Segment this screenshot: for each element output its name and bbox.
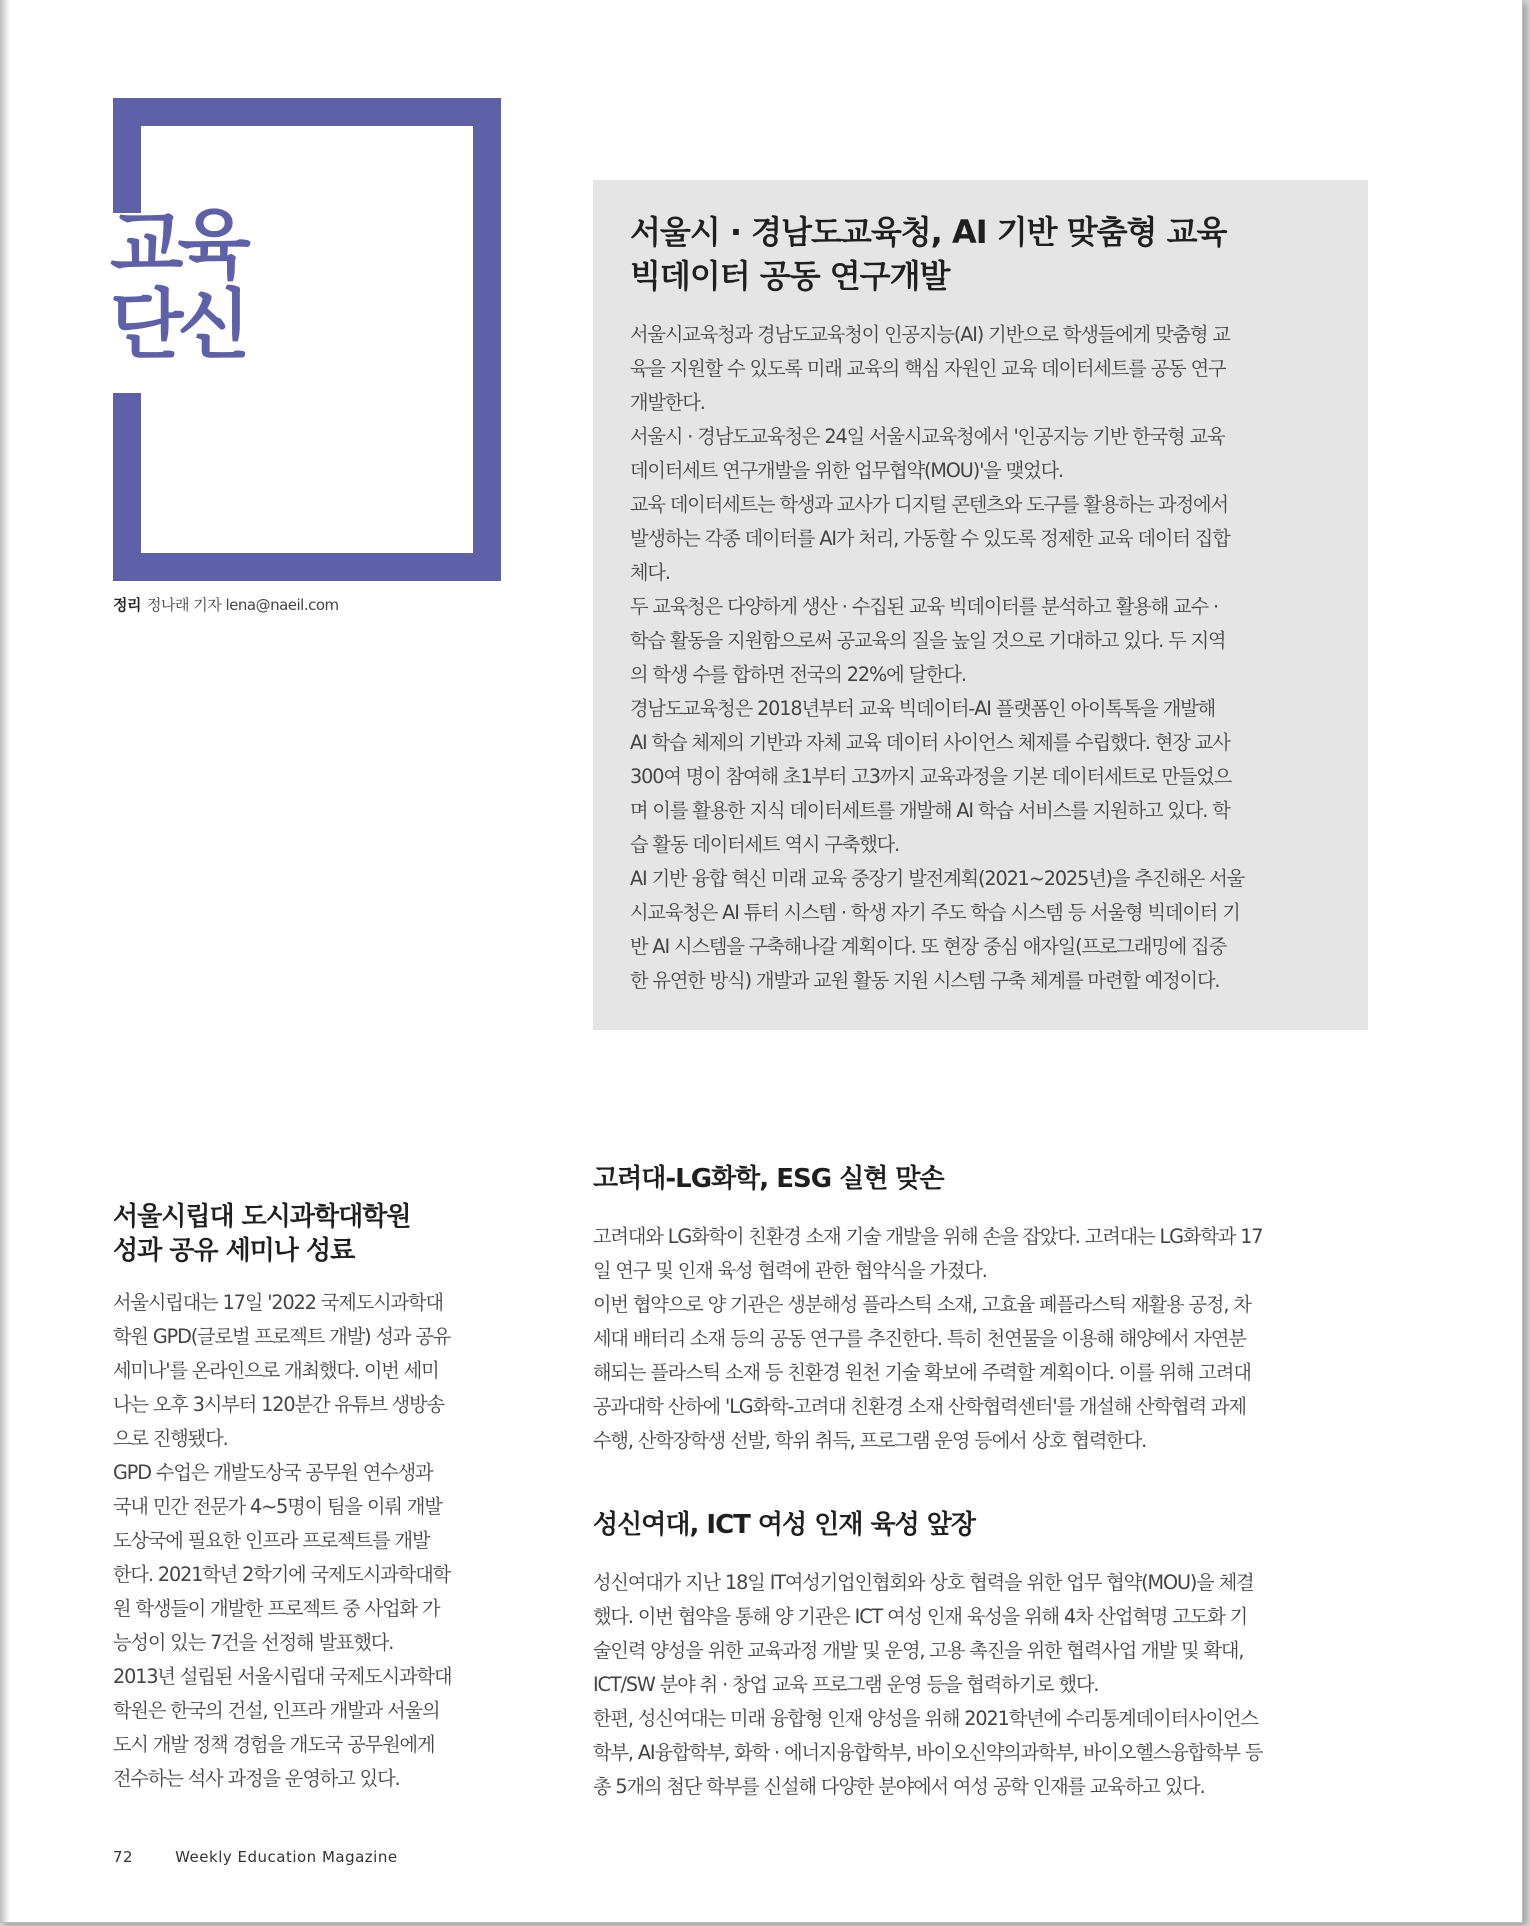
body-line: 300여 명이 참여해 초1부터 고3까지 교육과정을 기본 데이터세트로 만들었으 [630, 765, 1232, 788]
article-uos-seminar [113, 1200, 513, 1796]
featured-article-body [630, 318, 1330, 998]
body-line: ICT/SW 분야 취 · 창업 교육 프로그램 운영 등을 협력하기로 했다. [593, 1673, 1099, 1696]
section-title [110, 200, 310, 369]
body-line: GPD 수업은 개발도상국 공무원 연수생과 [113, 1461, 433, 1484]
body-line: AI 기반 융합 혁신 미래 교육 중장기 발전계획(2021~2025년)을 추진해온 서울 [630, 867, 1245, 890]
title-line: 빅데이터 공동 연구개발 [630, 257, 950, 295]
body-line: 세미나'를 온라인으로 개최했다. 이번 세미 [113, 1359, 439, 1382]
section-frame-top [113, 98, 501, 126]
featured-article-box [593, 180, 1368, 1030]
body-line: 경남도교육청은 2018년부터 교육 빅데이터-AI 플랫폼인 아이톡톡을 개발해 [630, 697, 1216, 720]
section-frame-right [473, 98, 501, 581]
page-spine-shadow [0, 0, 10, 1922]
section-frame-bottom [113, 553, 501, 581]
featured-article-title [630, 210, 1330, 298]
title-line: 고려대-LG화학, ESG 실현 맞손 [593, 1164, 944, 1194]
body-line: 해되는 플라스틱 소재 등 친환경 원천 기술 확보에 주력할 계획이다. 이를 위해 고려대 [593, 1361, 1251, 1384]
body-line: 습 활동 데이터세트 역시 구축했다. [630, 833, 900, 856]
page-footer [113, 1848, 398, 1866]
body-line: 세대 배터리 소재 등의 공동 연구를 추진한다. 특히 천연물을 이용해 해양에서 자연분 [593, 1327, 1246, 1350]
body-line: 시교육청은 AI 튜터 시스템 · 학생 자기 주도 학습 시스템 등 서울형 빅데이터 기 [630, 901, 1240, 924]
body-line: 학원 GPD(글로벌 프로젝트 개발) 성과 공유 [113, 1325, 451, 1348]
article-uos-body [113, 1286, 513, 1796]
body-line: 일 연구 및 인재 육성 협력에 관한 협약식을 가졌다. [593, 1259, 987, 1282]
body-line: 원 학생들이 개발한 프로젝트 중 사업화 가 [113, 1597, 440, 1620]
title-line: 서울시립대 도시과학대학원 [113, 1202, 411, 1232]
title-line: 성신여대, ICT 여성 인재 육성 앞장 [593, 1510, 976, 1540]
body-line: 체다. [630, 561, 670, 584]
body-line: 술인력 양성을 위한 교육과정 개발 및 운영, 고용 촉진을 위한 협력사업 개발 및 확대, [593, 1639, 1244, 1662]
section-frame-left-lower [113, 393, 141, 581]
body-line: 한편, 성신여대는 미래 융합형 인재 양성을 위해 2021학년에 수리통계데이터사이언스 [593, 1707, 1258, 1730]
body-line: 고려대와 LG화학이 친환경 소재 기술 개발을 위해 손을 잡았다. 고려대는 LG화학과 17 [593, 1225, 1263, 1248]
section-frame-left-upper [113, 98, 141, 213]
body-line: 전수하는 석사 과정을 운영하고 있다. [113, 1767, 400, 1790]
body-line: 총 5개의 첨단 학부를 신설해 다양한 분야에서 여성 공학 인재를 교육하고 있다. [593, 1775, 1205, 1798]
body-line: 육을 지원할 수 있도록 미래 교육의 핵심 자원인 교육 데이터세트를 공동 연구 [630, 357, 1226, 380]
body-line: 데이터세트 연구개발을 위한 업무협약(MOU)'을 맺었다. [630, 459, 1064, 482]
body-line: 했다. 이번 협약을 통해 양 기관은 ICT 여성 인재 육성을 위해 4차 산업혁명 고도화 기 [593, 1605, 1248, 1628]
body-line: 반 AI 시스템을 구축해나갈 계획이다. 또 현장 중심 애자일(프로그래밍에 집중 [630, 935, 1227, 958]
body-line: 한다. 2021학년 2학기에 국제도시과학대학 [113, 1563, 451, 1586]
article-korea-lg [593, 1162, 1373, 1458]
body-line: 이번 협약으로 양 기관은 생분해성 플라스틱 소재, 고효율 폐플라스틱 재활용 공정, 차 [593, 1293, 1251, 1316]
body-line: 학원은 한국의 건설, 인프라 개발과 서울의 [113, 1699, 440, 1722]
body-line: 도상국에 필요한 인프라 프로젝트를 개발 [113, 1529, 430, 1552]
body-line: 서울시립대는 17일 '2022 국제도시과학대 [113, 1291, 443, 1314]
body-line: 발생하는 각종 데이터를 AI가 처리, 가동할 수 있도록 정제한 교육 데이터 집합 [630, 527, 1230, 550]
body-line: 며 이를 활용한 지식 데이터세트를 개발해 AI 학습 서비스를 지원하고 있다. 학 [630, 799, 1230, 822]
article-uos-title [113, 1200, 513, 1268]
page-number: 72 [113, 1848, 134, 1866]
body-line: 의 학생 수를 합하면 전국의 22%에 달한다. [630, 663, 966, 686]
body-line: 서울시교육청과 경남도교육청이 인공지능(AI) 기반으로 학생들에게 맞춤형 교 [630, 323, 1230, 346]
body-line: 서울시 · 경남도교육청은 24일 서울시교육청에서 '인공지능 기반 한국형 교육 [630, 425, 1225, 448]
body-line: 국내 민간 전문가 4~5명이 팀을 이뤄 개발 [113, 1495, 442, 1518]
byline-text: 정나래 기자 lena@naeil.com [146, 596, 339, 614]
body-line: 수행, 산학장학생 선발, 학위 취득, 프로그램 운영 등에서 상호 협력한다. [593, 1429, 1147, 1452]
body-line: 성신여대가 지난 18일 IT여성기업인협회와 상호 협력을 위한 업무 협약(MOU)을 체결 [593, 1571, 1254, 1594]
section-title-line: 단신 [110, 280, 245, 369]
body-line: AI 학습 체제의 기반과 자체 교육 데이터 사이언스 체제를 수립했다. 현장 교사 [630, 731, 1230, 754]
body-line: 학부, AI융합학부, 화학 · 에너지융합학부, 바이오신약의과학부, 바이오헬스융합학부 등 [593, 1741, 1263, 1764]
section-title-line: 교육 [110, 200, 245, 289]
body-line: 두 교육청은 다양하게 생산 · 수집된 교육 빅데이터를 분석하고 활용해 교수 · [630, 595, 1219, 618]
body-line: 능성이 있는 7건을 선정해 발표했다. [113, 1631, 394, 1654]
article-sungshin-body [593, 1566, 1373, 1804]
byline-label: 정리 [113, 596, 141, 614]
body-line: 공과대학 산하에 'LG화학-고려대 친환경 소재 산학협력센터'를 개설해 산학협력 과제 [593, 1395, 1246, 1418]
body-line: 한 유연한 방식) 개발과 교원 활동 지원 시스템 구축 체계를 마련할 예정이다. [630, 969, 1220, 992]
article-korea-body [593, 1220, 1373, 1458]
body-line: 나는 오후 3시부터 120분간 유튜브 생방송 [113, 1393, 444, 1416]
article-korea-title [593, 1162, 1373, 1196]
magazine-name: Weekly Education Magazine [175, 1848, 398, 1866]
article-sungshin-title [593, 1508, 1373, 1542]
title-line: 성과 공유 세미나 성료 [113, 1236, 355, 1266]
body-line: 개발한다. [630, 391, 705, 414]
byline [113, 594, 339, 615]
body-line: 학습 활동을 지원함으로써 공교육의 질을 높일 것으로 기대하고 있다. 두 지역 [630, 629, 1226, 652]
body-line: 으로 진행됐다. [113, 1427, 228, 1450]
body-line: 2013년 설립된 서울시립대 국제도시과학대 [113, 1665, 452, 1688]
title-line: 서울시 · 경남도교육청, AI 기반 맞춤형 교육 [630, 213, 1227, 251]
article-sungshin-ict [593, 1508, 1373, 1804]
body-line: 교육 데이터세트는 학생과 교사가 디지털 콘텐츠와 도구를 활용하는 과정에서 [630, 493, 1228, 516]
body-line: 도시 개발 정책 경험을 개도국 공무원에게 [113, 1733, 435, 1756]
